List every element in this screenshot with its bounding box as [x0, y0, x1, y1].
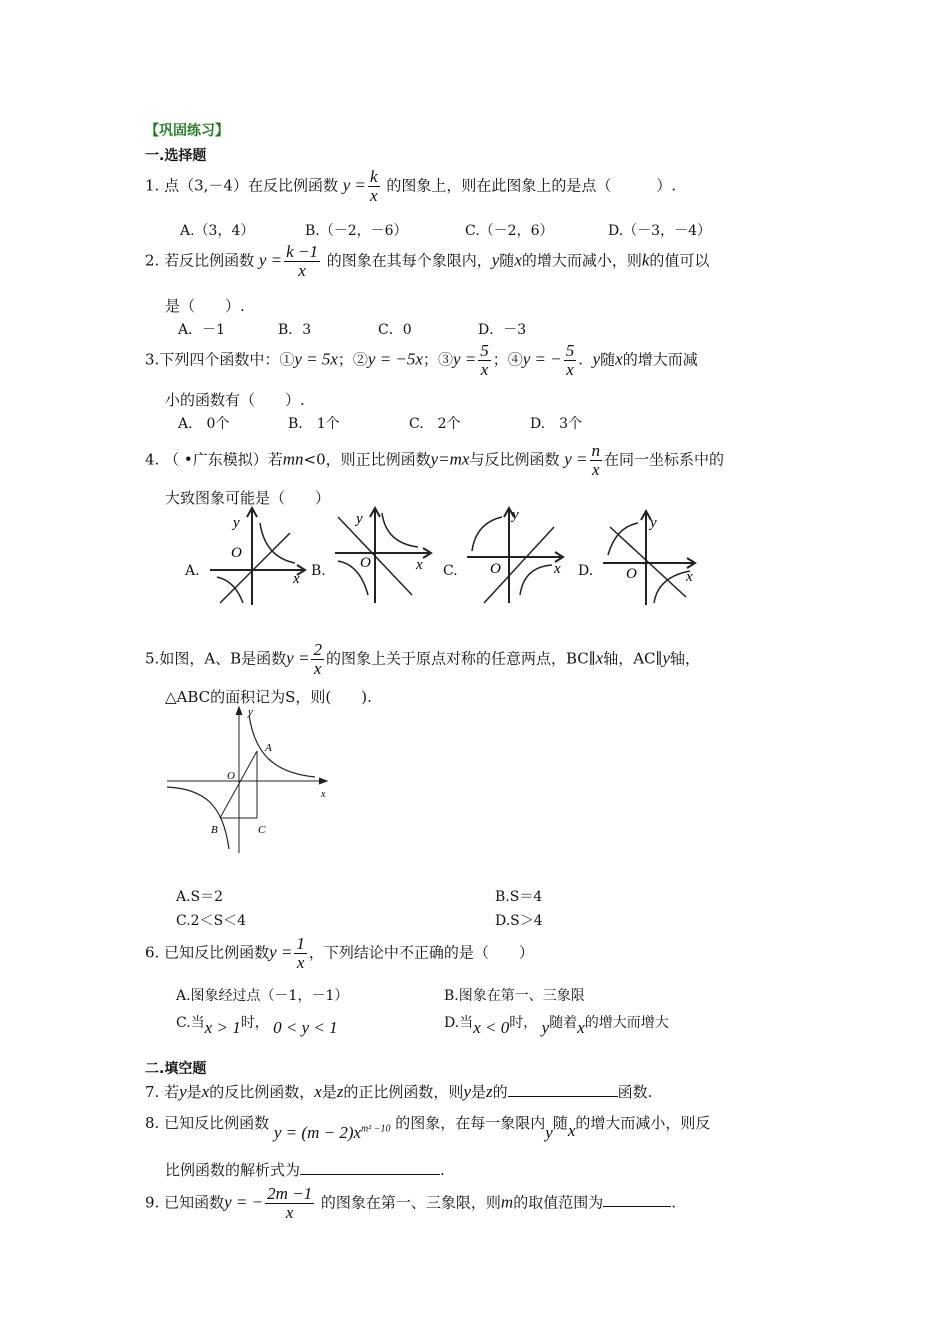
q4-pre: （ •广东模拟）若	[164, 450, 283, 469]
question-9	[145, 1185, 676, 1222]
q4-d-axis-x: x	[686, 569, 693, 585]
q7-t4: 的正比例函数，则	[343, 1083, 464, 1101]
q6-c-result: 0 < y < 1	[273, 1018, 338, 1037]
q2-line2: 是（ ）.	[165, 297, 245, 315]
q2-fraction	[284, 243, 320, 280]
q4-c-axis-y: y	[512, 507, 519, 523]
q1-frac-num: k	[370, 167, 378, 186]
q4-graph-d-label: D.	[578, 563, 594, 579]
q5-fig-a: A	[265, 742, 272, 754]
q5-option-a: A.S＝2	[176, 889, 224, 905]
q4-d-origin: O	[626, 566, 637, 582]
q7-answer-blank[interactable]	[508, 1082, 618, 1097]
q7-v1: y	[179, 1082, 187, 1101]
q6-option-a: A.图象经过点（－1，－1）	[176, 988, 349, 1004]
q3-option-d: D. 3个	[530, 416, 583, 432]
q5-pre: 如图，A、B是函数	[159, 649, 287, 668]
q8-pre: 已知反比例函数	[164, 1114, 270, 1132]
q8-formula	[274, 1123, 391, 1142]
q3-f3-num: 5	[480, 341, 489, 360]
q7-t1: 是	[186, 1083, 202, 1101]
q6-frac-den: x	[296, 952, 305, 972]
question-3	[145, 342, 698, 379]
q4-f2-lhs: y =	[564, 449, 588, 469]
q7-v6: z	[486, 1082, 493, 1101]
q8-mid: 随	[552, 1114, 568, 1132]
q7-t5: 是	[470, 1083, 486, 1101]
q3-f2: y = −5x	[367, 349, 423, 369]
q9-fraction	[265, 1185, 314, 1222]
q5-number: 5.	[145, 649, 160, 668]
q1-formula-lhs: y =	[342, 175, 367, 195]
q1-fraction	[368, 168, 380, 205]
q5-figure	[165, 705, 340, 855]
q5-option-c: C.2＜S＜4	[176, 913, 247, 929]
q2-mid2: 的增大而减小，则	[521, 251, 642, 270]
q3-option-a: A. 0个	[178, 416, 230, 432]
q4-graph-d	[598, 505, 703, 605]
q6-c-cond: x > 1	[204, 1018, 241, 1037]
q5-var-x: x	[595, 648, 604, 668]
q6-post: ，下列结论中不正确的是（ ）	[308, 943, 534, 962]
q6-d-pre: D.当	[444, 1015, 474, 1031]
q7-t3: 是	[321, 1083, 337, 1101]
q6-fraction	[294, 935, 307, 972]
q7-v5: y	[463, 1082, 471, 1101]
q4-graph-a-label: A.	[185, 563, 200, 579]
q3-f4-fraction	[564, 342, 577, 379]
q6-d-cond: x < 0	[473, 1018, 510, 1037]
q2-var-k: k	[641, 250, 650, 270]
q3-option-b: B. 1个	[288, 416, 340, 432]
q9-frac-num: 2m −1	[267, 1184, 313, 1203]
q2-var-y: y	[491, 250, 500, 270]
q4-graph-c	[462, 505, 572, 605]
q4-graph-b	[330, 505, 435, 605]
q4-a-axis-x: x	[293, 571, 300, 587]
q5-fig-o: O	[227, 770, 235, 782]
q6-pre: 已知反比例函数	[164, 943, 270, 962]
q5-post1: 的图象上关于原点对称的任意两点，BC∥	[325, 649, 596, 668]
q1-frac-den: x	[370, 185, 378, 205]
question-5	[145, 641, 700, 678]
q7-v4: z	[336, 1082, 344, 1101]
q4-c-origin: O	[490, 561, 501, 577]
q8-formula-main: y = (m − 2)x	[273, 1123, 362, 1142]
q5-fig-b: B	[211, 824, 218, 836]
q4-b-axis-y: y	[356, 511, 363, 527]
q5-f-lhs: y =	[286, 648, 310, 668]
q2-frac-num: k −1	[286, 242, 318, 261]
q3-option-c: C. 2个	[409, 416, 461, 432]
q3-f4-lhs: y = −	[522, 349, 562, 369]
q6-d-post: 的增大而增大	[584, 1015, 669, 1031]
q4-mid: 与反比例函数	[469, 450, 560, 469]
q8-post1: 的图象，在每一象限内	[395, 1114, 546, 1132]
q4-graph-b-label: B.	[311, 563, 326, 579]
q4-f2-num: n	[591, 441, 601, 460]
q2-frac-den: x	[298, 260, 306, 280]
q8-line2-end: .	[440, 1161, 445, 1179]
q6-d-x: x	[577, 1018, 585, 1037]
q4-f1: y=mx	[430, 449, 470, 469]
q4-b-origin: O	[360, 555, 371, 571]
q6-c-mid: 时，	[240, 1015, 269, 1031]
question-4	[145, 442, 724, 479]
q3-line2: 小的函数有（ ）.	[165, 391, 305, 409]
section-title: 【巩固练习】	[145, 123, 229, 139]
q5-frac-den: x	[313, 658, 322, 678]
q3-f3-lhs: y =	[452, 349, 477, 369]
q4-b-axis-x: x	[416, 557, 423, 573]
q5-fig-x: x	[321, 789, 326, 800]
q8-answer-blank[interactable]	[300, 1160, 440, 1175]
q3-f4-den: x	[566, 359, 574, 379]
q2-pre: 若反比例函数	[164, 251, 255, 270]
q6-d-y: y	[541, 1018, 550, 1037]
part2-title: 二.填空题	[145, 1061, 207, 1077]
q2-option-c: C．0	[378, 322, 412, 338]
q4-d-axis-y: y	[650, 515, 657, 531]
q4-line2: 大致图象可能是（ ）	[165, 489, 331, 507]
q6-d-mid2: 随着	[549, 1015, 578, 1031]
q6-frac-num: 1	[296, 934, 305, 953]
q7-t6: 的	[492, 1083, 508, 1101]
q2-var-x: x	[514, 250, 522, 270]
q2-formula-lhs: y =	[258, 250, 283, 270]
q6-number: 6.	[145, 943, 160, 962]
q2-option-b: B．3	[278, 322, 312, 338]
q9-post2: 的取值范围为	[513, 1193, 604, 1212]
q3-sep1: ；②	[337, 350, 368, 369]
question-7	[145, 1081, 652, 1102]
q9-f-lhs: y = −	[224, 1192, 264, 1212]
q5-post2: 轴，AC∥	[603, 649, 663, 668]
q5-option-d: D.S＞4	[495, 913, 543, 929]
q1-number: 1.	[145, 176, 160, 195]
q1-option-b: B.（－2，－6）	[305, 223, 408, 239]
q9-number: 9.	[145, 1193, 160, 1212]
q6-option-d	[444, 1012, 669, 1037]
q3-f4-num: 5	[565, 341, 575, 360]
q5-fig-y: y	[248, 706, 253, 718]
q9-post1: 的图象在第一、三象限，则	[320, 1193, 501, 1212]
question-1	[145, 168, 676, 205]
q8-var-y: y	[545, 1123, 553, 1142]
q4-cond: mn	[282, 449, 304, 469]
q7-t2: 的反比例函数，	[209, 1083, 315, 1101]
q3-var-y: y	[592, 349, 601, 369]
q6-option-b: B.图象在第一、三象限	[444, 988, 585, 1004]
q5-var-y: y	[662, 648, 671, 668]
q3-pre: 下列四个函数中：①	[159, 350, 295, 369]
q4-cond-post: <0，则正比例函数	[303, 450, 431, 469]
q4-f2-fraction	[590, 442, 603, 479]
q5-fraction	[311, 641, 324, 678]
question-6	[145, 935, 534, 972]
q6-f-lhs: y =	[269, 942, 293, 962]
q9-frac-den: x	[285, 1202, 294, 1222]
q1-option-a: A.（3，4）	[180, 223, 255, 239]
q9-pre: 已知函数	[164, 1193, 225, 1212]
q9-end: .	[671, 1193, 676, 1212]
q3-sep3: ；④	[492, 350, 523, 369]
q3-mid: 随	[600, 350, 616, 369]
q8-line2-text: 比例函数的解析式为	[165, 1161, 301, 1179]
q4-graph-a	[205, 505, 310, 605]
q8-number: 8.	[145, 1114, 160, 1132]
q3-sep2: ；③	[422, 350, 453, 369]
q5-post3: 轴，	[670, 649, 701, 668]
q1-pre: 点（3,－4）在反比例函数	[164, 176, 338, 195]
q5-fig-c: C	[258, 824, 266, 836]
q1-post: 的图象上，则在此图象上的是点（ ）.	[386, 176, 677, 195]
q1-option-c: C.（－2，6）	[465, 223, 554, 239]
q3-number: 3.	[145, 350, 160, 369]
q7-pre: 若	[164, 1083, 180, 1101]
q3-f3-fraction	[478, 342, 491, 379]
q4-post: 在同一坐标系中的	[604, 450, 725, 469]
q2-number: 2.	[145, 251, 160, 270]
q4-a-origin: O	[231, 545, 242, 561]
q7-v3: x	[314, 1082, 322, 1101]
q3-sep4: .	[578, 350, 584, 369]
q5-frac-num: 2	[313, 640, 322, 659]
q7-number: 7.	[145, 1083, 160, 1101]
q3-var-x: x	[615, 349, 623, 369]
q8-line2	[165, 1159, 445, 1180]
q4-a-axis-y: y	[233, 515, 240, 531]
q7-v2: x	[201, 1082, 210, 1101]
question-8	[145, 1112, 711, 1142]
q9-var-m: m	[500, 1192, 514, 1212]
q4-f2-den: x	[592, 459, 600, 479]
q5-option-b: B.S＝4	[495, 889, 543, 905]
q2-mid1: 随	[499, 251, 515, 270]
q4-number: 4.	[145, 450, 160, 469]
q2-post2: 的值可以	[649, 251, 710, 270]
q8-formula-exp: m² −10	[361, 1123, 391, 1135]
q5-line2: △ABC的面积记为S，则( ).	[165, 688, 372, 706]
q2-post1: 的图象在其每个象限内，	[326, 251, 492, 270]
q3-f3-den: x	[480, 359, 489, 379]
q7-post: 函数.	[617, 1083, 653, 1101]
q2-option-a: A．－1	[178, 322, 226, 338]
q1-option-d: D.（－3，－4）	[608, 223, 711, 239]
q4-graph-c-label: C.	[443, 563, 458, 579]
q3-post: 的增大而减	[622, 350, 698, 369]
q2-option-d: D．－3	[478, 322, 527, 338]
q6-c-pre: C.当	[176, 1015, 205, 1031]
q9-answer-blank[interactable]	[603, 1192, 671, 1207]
part1-title: 一.选择题	[145, 148, 207, 164]
q6-d-mid: 时，	[509, 1015, 538, 1031]
q3-f1: y = 5x	[294, 349, 338, 369]
q4-c-axis-x: x	[554, 561, 561, 577]
q6-option-c	[176, 1012, 338, 1037]
q8-post2: 的增大而减小，则反	[575, 1114, 711, 1132]
question-2	[145, 243, 709, 280]
q8-var-x: x	[567, 1121, 576, 1140]
